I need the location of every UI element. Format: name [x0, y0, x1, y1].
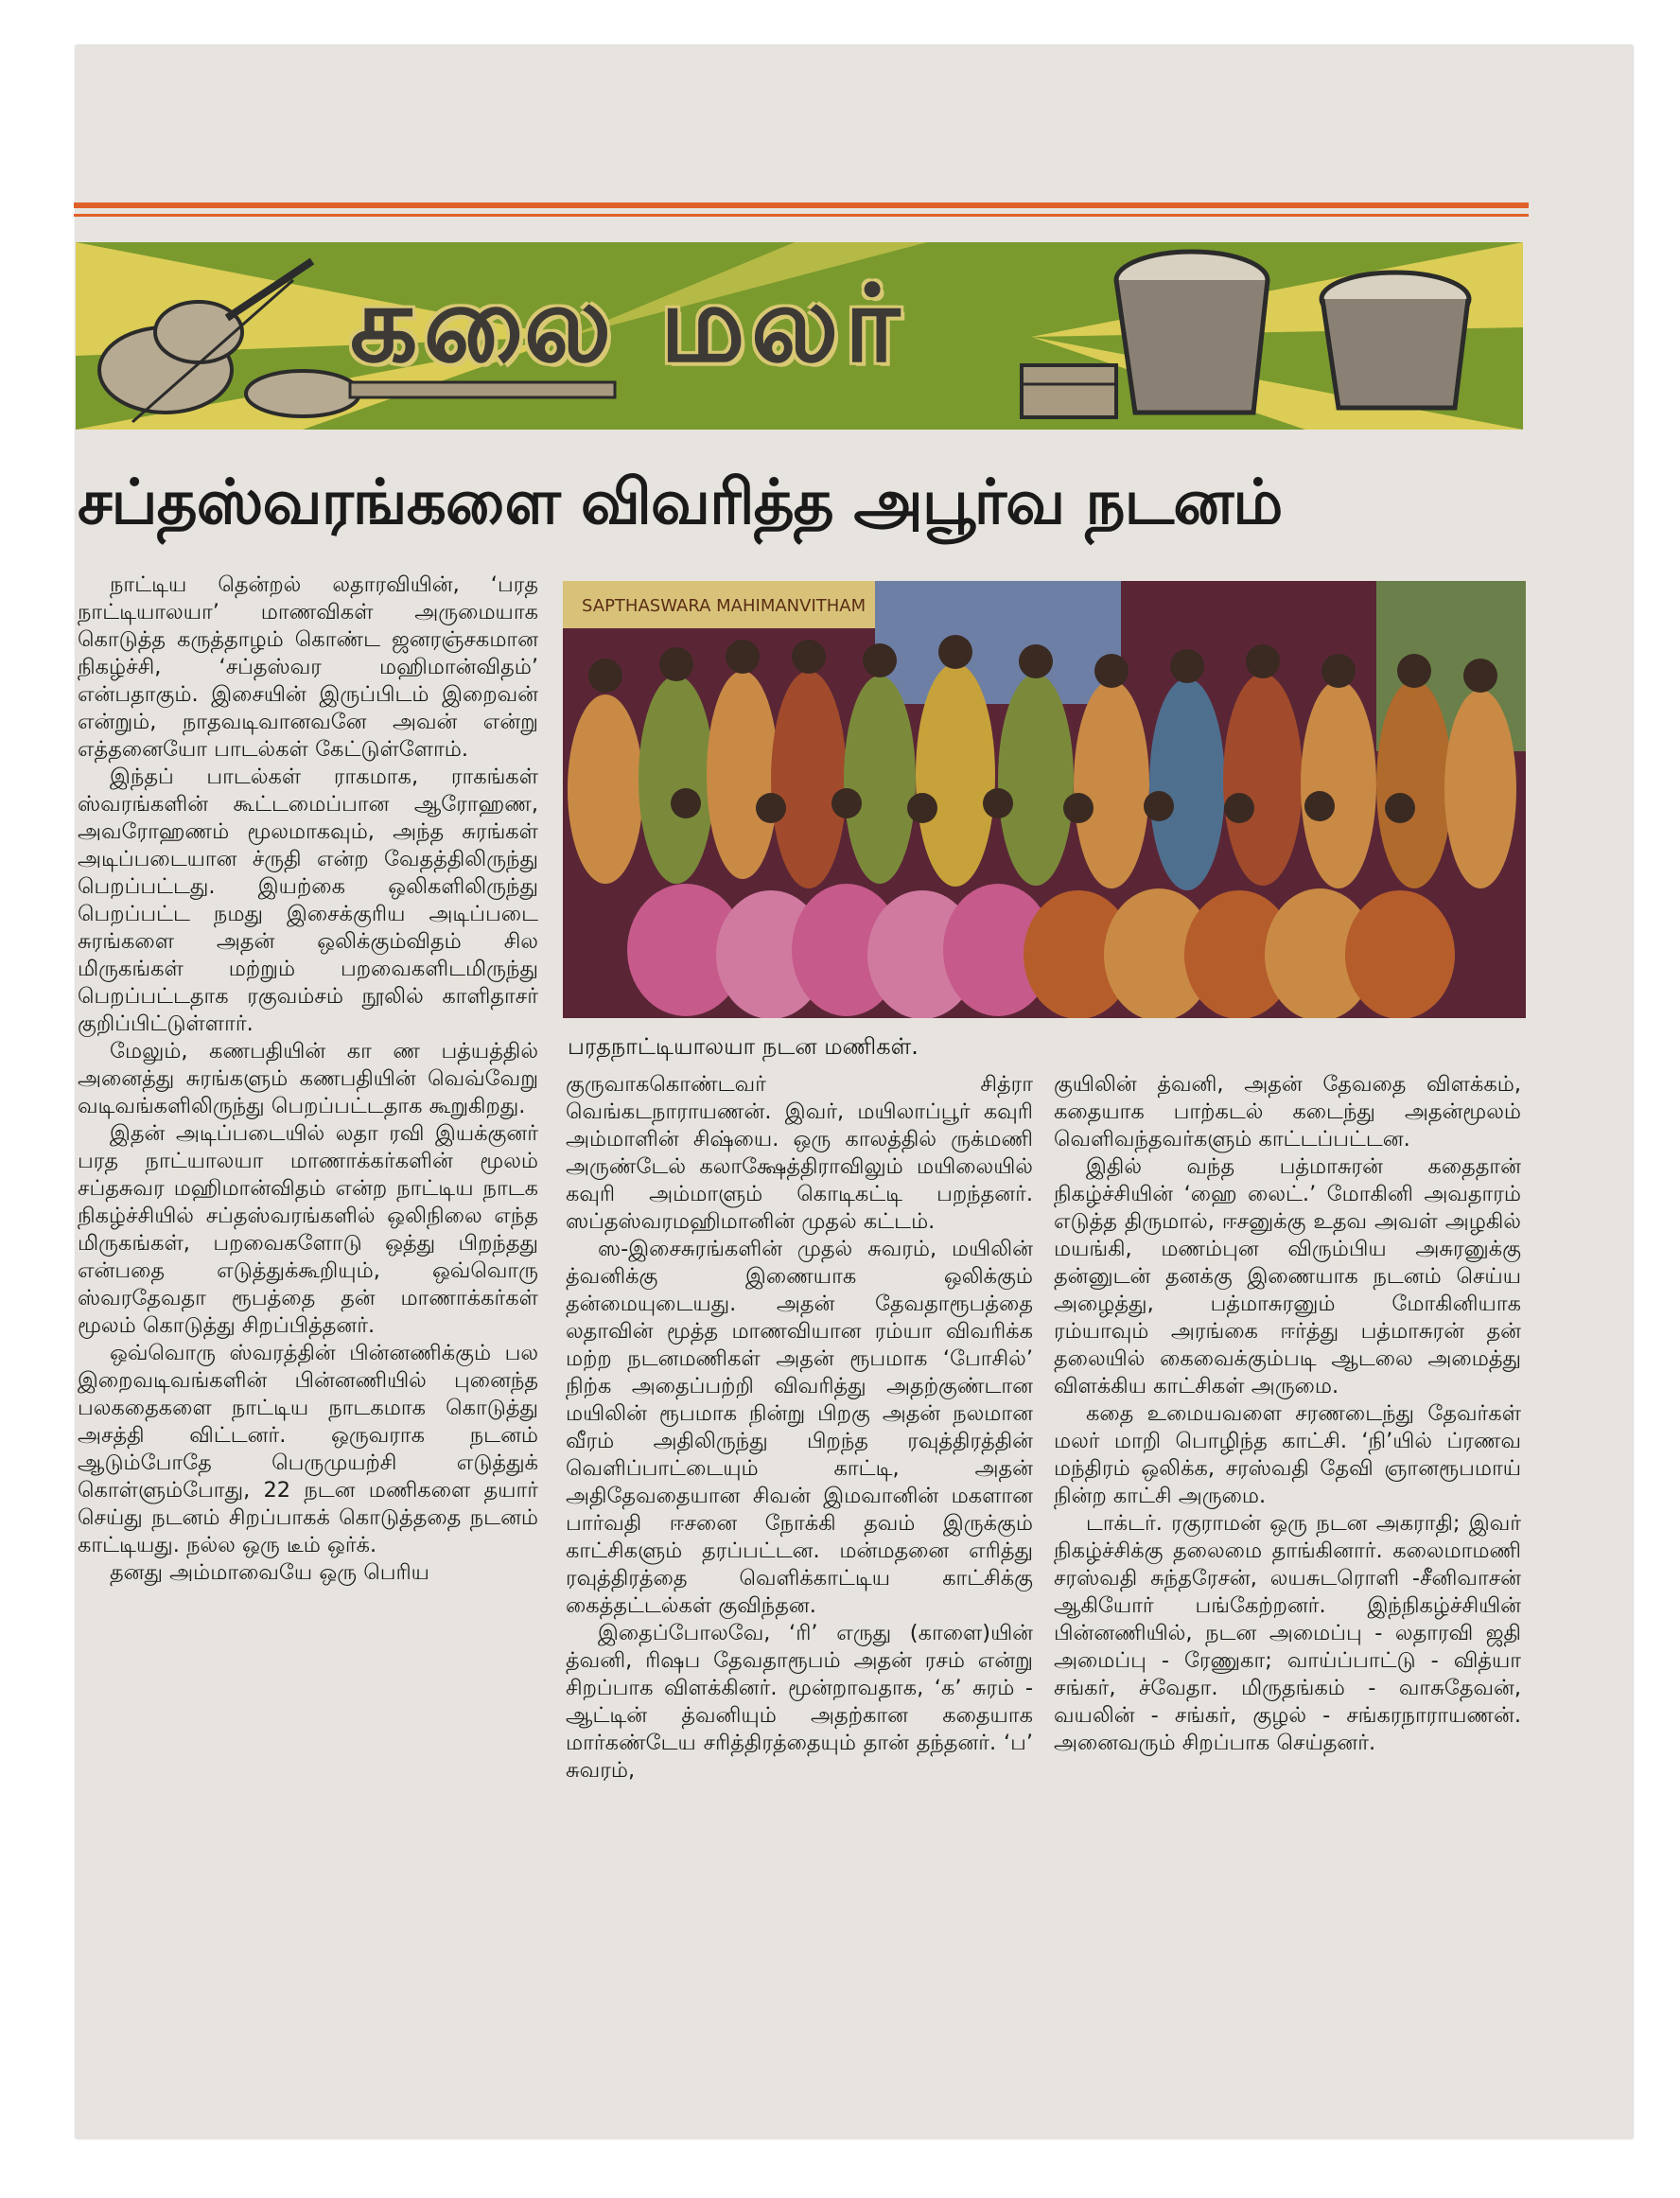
photo-caption: பரதநாட்டியாலயா நடன மணிகள்.	[568, 1033, 919, 1060]
paragraph: டாக்டர். ரகுராமன் ஒரு நடன அகராதி; இவர் நிகழ்ச்சிக்கு தலைமை தாங்கினார். கலைமாமணி சரஸ்வதி சுந்தரேசன், லயசுடரொளி -சீனிவாசன் ஆகியோர் பங்கேற்றனர். இந்நிகழ்ச்சியின் பின்னணியில், நடன அமைப்பு - லதாரவி ஜதி அமைப்பு - ரேணுகா; வாய்ப்பாட்டு - வித்யா சங்கர், ச்வேதா. மிருதங்கம் - வாசுதேவன், வயலின் - சங்கர், குழல் - சங்கரநாராயணன். அனைவரும் சிறப்பாக செய்தனர்.	[1054, 1511, 1521, 1755]
masthead-title: கலை மலர்	[350, 263, 906, 386]
top-rule-thin	[74, 214, 1529, 217]
paragraph: இதில் வந்த பத்மாசுரன் கதைதான் நிகழ்ச்சியின் ‘ஹை லைட்.’ மோகினி அவதாரம் எடுத்த திருமால், ஈசனுக்கு உதவ அவள் அழகில் மயங்கி, மணம்புன விரும்பிய அசுரனுக்கு தன்னுடன் தனக்கு இணையாக நடனம் செய்ய அழைத்து, பத்மாசுரனும் மோகினியாக ரம்யாவும் அரங்கை ஈர்த்து பத்மாசுரன் தன் தலையில் கைவைக்கும்படி ஆடலை அமைத்து விளக்கிய காட்சிகள் அருமை.	[1054, 1154, 1521, 1398]
paragraph: நாட்டிய தென்றல் லதாரவியின், ‘பரத நாட்டியாலயா’ மாணவிகள் அருமையாக கொடுத்த கருத்தாழம் கொண்ட ஜனரஞ்சகமான நிகழ்ச்சி, ‘சப்தஸ்வர மஹிமான்விதம்’ என்பதாகும். இசையின் இருப்பிடம் இறைவன் என்றும், நாதவடிவானவனே அவன் என்று எத்தனையோ பாடல்கள் கேட்டுள்ளோம்.	[78, 572, 538, 762]
article-column-1	[78, 571, 538, 1587]
paragraph: தனது அம்மாவையே ஒரு பெரிய	[110, 1560, 429, 1585]
photo-banner-text: SAPTHASWARA MAHIMANVITHAM	[582, 596, 866, 616]
paragraph: கதை உமையவளை சரணடைந்து தேவர்கள் மலர் மாறி பொழிந்த காட்சி. ‘நி’யில் ப்ரணவ மந்திரம் ஒலிக்க, சரஸ்வதி தேவி ஞானரூபமாய் நின்ற காட்சி அருமை.	[1054, 1401, 1521, 1508]
article-column-2	[566, 1071, 1033, 1785]
paragraph: இதன் அடிப்படையில் லதா ரவி இயக்குனர் பரத நாட்யாலயா மாணாக்கர்களின் மூலம் சப்தசுவர மஹிமான்விதம் என்ற நாட்டிய நாடக நிகழ்ச்சியில் சப்தஸ்வரங்களில் ஒலிநிலை எந்த மிருகங்கள், பறவைகளோடு ஒத்து பிறந்தது என்பதை எடுத்துக்கூறியும், ஒவ்வொரு ஸ்வரதேவதா ரூபத்தை தன் மாணாக்கர்கள் மூலம் கொடுத்து சிறப்பித்தனர்.	[78, 1121, 538, 1338]
top-rule	[74, 202, 1529, 208]
headline: சப்தஸ்வரங்களை விவரித்த அபூர்வ நடனம்	[78, 466, 1283, 538]
harmonium-icon	[1022, 365, 1116, 417]
paragraph: குருவாககொண்டவர் சித்ரா வெங்கடநாராயணன். இவர், மயிலாப்பூர் கவுரி அம்மாளின் சிஷ்யை. ஒரு காலத்தில் ருக்மணி அருண்டேல் கலாக்ஷேத்திராவிலும் மயிலையில் கவுரி அம்மாளும் கொடிகட்டி பறந்தனர். ஸப்தஸ்வரமஹிமானின் முதல் கட்டம்.	[566, 1072, 1033, 1234]
paragraph: மேலும், கணபதியின் கா ண பத்யத்தில் அனைத்து சுரங்களும் கணபதியின் வெவ்வேறு வடிவங்களிலிருந்து பெறப்பட்டதாக கூறுகிறது.	[78, 1039, 538, 1118]
paragraph: இந்தப் பாடல்கள் ராகமாக, ராகங்கள் ஸ்வரங்களின் கூட்டமைப்பான ஆரோஹண, அவரோஹணம் மூலமாகவும், அந்த சுரங்கள் அடிப்படையான ச்ருதி என்ற வேதத்திலிருந்து பெறப்பட்டது. இயற்கை ஒலிகளிலிருந்து பெறப்பட்ட நமது இசைக்குரிய அடிப்படை சுரங்களை அதன் ஒலிக்கும்விதம் சில மிருகங்கள் மற்றும் பறவைகளிடமிருந்து பெறப்பட்டதாக ரகுவம்சம் நூலில் காளிதாசர் குறிப்பிட்டுள்ளார்.	[78, 765, 538, 1036]
article-column-3	[1054, 1071, 1521, 1757]
paragraph: ஸ-இசைசுரங்களின் முதல் சுவரம், மயிலின் த்வனிக்கு இணையாக ஒலிக்கும் தன்மையுடையது. அதன் தேவதாரூபத்தை லதாவின் மூத்த மாணவியான ரம்யா விவரிக்க மற்ற நடனமணிகள் அதன் ரூபமாக ‘போசில்’ நிற்க அதைப்பற்றி விவரித்து அதற்குண்டான மயிலின் ரூபமாக நின்று பிறகு அதன் நலமான வீரம் அதிலிருந்து பிறந்த ரவுத்திரத்தின் வெளிப்பாட்டையும் காட்டி, அதன் அதிதேவதையான சிவன் இமவானின் மகளான பார்வதி ஈசனை நோக்கி தவம் இருக்கும் காட்சிகளும் தரப்பட்டன. மன்மதனை எரித்து ரவுத்திரத்தை வெளிக்காட்டிய காட்சிக்கு கைத்தட்டல்கள் குவிந்தன.	[566, 1237, 1033, 1618]
masthead-banner	[76, 242, 1523, 430]
paragraph: இதைப்போலவே, ‘ரி’ எருது (காளை)யின் த்வனி, ரிஷப தேவதாரூபம் அதன் ரசம் என்று சிறப்பாக விளக்கினர். மூன்றாவதாக, ‘க’ சுரம் - ஆட்டின் த்வனியும் அதற்கான கதையாக மார்கண்டேய சரித்திரத்தையும் தான் தந்தனர். ‘ப’ சுவரம்,	[566, 1621, 1033, 1783]
dance-troupe-photo	[563, 581, 1526, 1018]
paragraph: ஒவ்வொரு ஸ்வரத்தின் பின்னணிக்கும் பல இறைவடிவங்களின் பின்னணியில் புனைந்த பலகதைகளை நாட்டிய நாடகமாக கொடுத்து அசத்தி விட்டனர். ஒருவராக நடனம் ஆடும்போதே பெருமுயற்சி எடுத்துக் கொள்ளும்போது, 22 நடன மணிகளை தயார் செய்து நடனம் சிறப்பாகக் கொடுத்ததை நடனம் காட்டியது. நல்ல ஒரு டீம் ஒர்க்.	[78, 1341, 538, 1557]
paragraph: குயிலின் த்வனி, அதன் தேவதை விளக்கம், கதையாக பாற்கடல் கடைந்து அதன்மூலம் வெளிவந்தவர்களும் காட்டப்பட்டன.	[1054, 1072, 1521, 1152]
